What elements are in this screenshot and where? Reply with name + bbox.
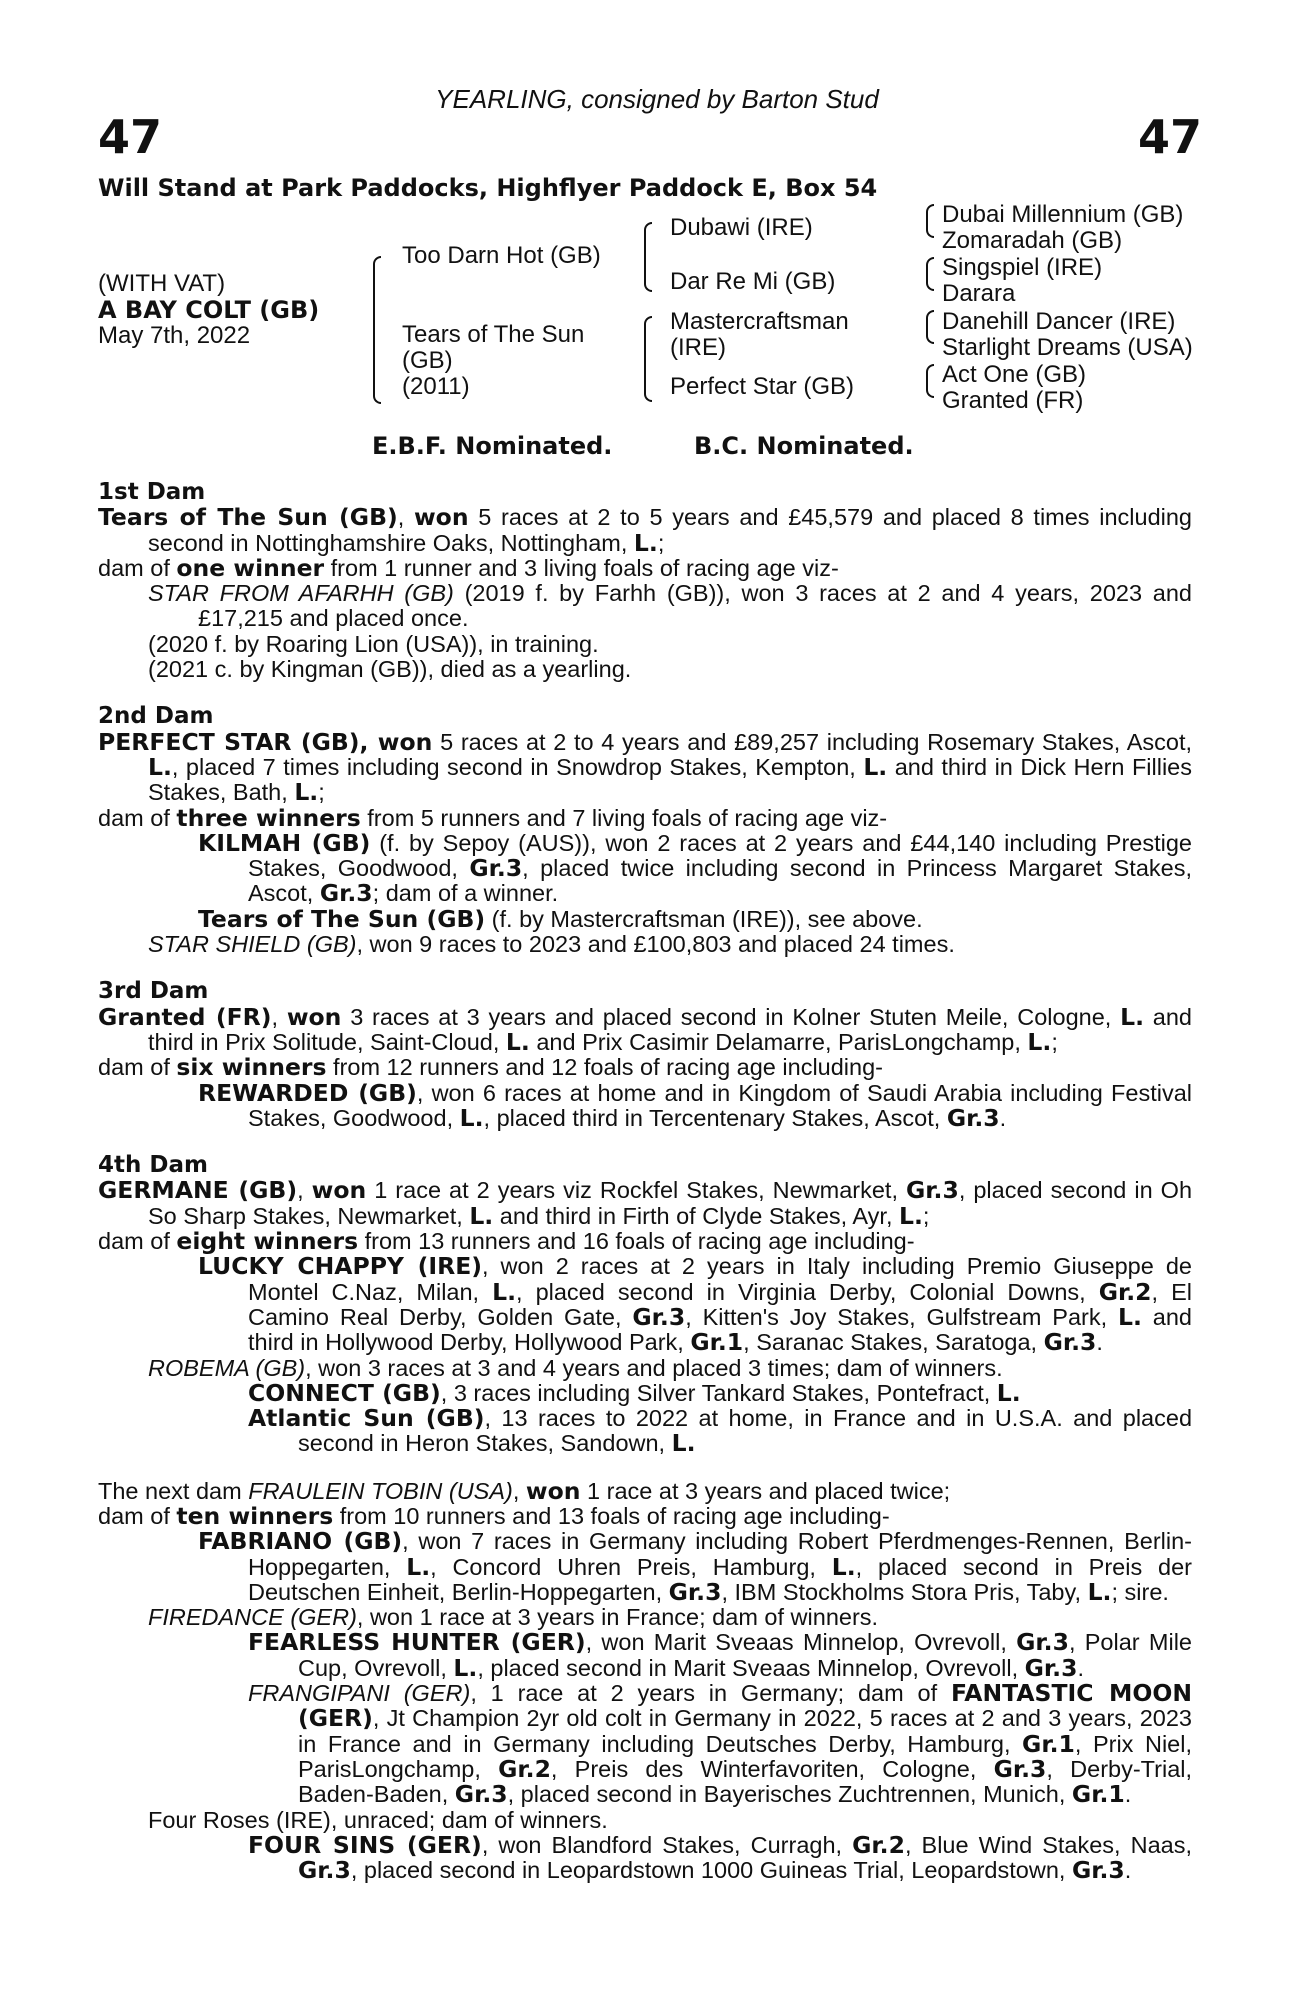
offspring-entry: FOUR SINS (GER), won Blandford Stakes, Curragh, Gr.2, Blue Wind Stakes, Naas, Gr.3, placed second in Leopardstown 1000 Guineas Trial, Leopardstown, Gr.3. [248,1830,1193,1885]
offspring-entry: (2021 c. by Kingman (GB)), died as a yearling. [148,656,632,683]
dam-produce-summary: dam of six winners from 12 runners and 12 foals of racing age including- [98,1053,883,1082]
pedigree-sire: Too Darn Hot (GB) [402,242,601,269]
bc-nomination: B.C. Nominated. [694,432,914,460]
pedigree-ddd: Granted (FR) [942,387,1084,414]
ebf-nomination: E.B.F. Nominated. [372,432,613,460]
pedigree-dsd: Starlight Dreams (USA) [942,334,1193,361]
pedigree-dss: Danehill Dancer (IRE) [942,308,1176,335]
offspring-entry: (2020 f. by Roaring Lion (USA)), in training. [148,630,599,657]
pedigree-sire-dam: Dar Re Mi (GB) [670,268,836,295]
pedigree-sire-sire: Dubawi (IRE) [670,214,813,241]
offspring-entry: FIREDANCE (GER), won 1 race at 3 years in France; dam of winners. [148,1604,879,1631]
offspring-entry: KILMAH (GB) (f. by Sepoy (AUS)), won 2 races at 2 years and £44,140 including Prestige Stakes, Goodwood, Gr.3, placed twice including second in Princess Margaret Stakes, Ascot, Gr.3; dam of a winner. [198,828,1192,908]
pedigree-sdd: Darara [942,280,1016,307]
offspring-entry: STAR SHIELD (GB), won 9 races to 2023 and £100,803 and placed 24 times. [148,931,955,958]
offspring-entry: Tears of The Sun (GB) (f. by Mastercraftsman (IRE)), see above. [198,904,923,933]
first-dam-section [98,480,1192,682]
pedigree-dam-line2: (GB) [402,347,453,374]
pedigree-dds: Act One (GB) [942,361,1087,388]
fourth-dam-section [98,1153,1192,1457]
brace-g3 [926,310,934,344]
dam-produce-summary: dam of three winners from 5 runners and 7 living foals of racing age viz- [98,803,888,832]
produce-record [98,480,1192,1883]
pedigree-dam-line1: Tears of The Sun [402,321,585,348]
vat-note: (WITH VAT) [98,270,226,297]
pedigree-dam-sire-line2: (IRE) [670,334,726,361]
section-heading: 2nd Dam [98,703,214,730]
third-dam-section [98,979,1192,1131]
lot-number-right: 47 [1137,110,1202,164]
offspring-entry: FRANGIPANI (GER), 1 race at 2 years in Germany; dam of FANTASTIC MOON (GER), Jt Champion 2yr old colt in Germany in 2022, 5 races at 2 and 3 years, 2023 in France and in Germany including Deutsches Derby, Hamburg, Gr.1, Prix Niel, ParisLongchamp, Gr.2, Preis des Winterfavoriten, Cologne, Gr.3, Derby-Trial, Baden-Baden, Gr.3, placed second in Bayerisches Zuchtrennen, Munich, Gr.1. [248,1679,1193,1809]
brace-sire-parents [644,222,652,292]
offspring-entry: STAR FROM AFARHH (GB) (2019 f. by Farhh (GB)), won 3 races at 2 and 4 years, 2023 and £17,215 and placed once. [148,580,1192,632]
brace-parents [373,256,381,404]
offspring-entry: LUCKY CHAPPY (IRE), won 2 races at 2 years in Italy including Premio Giuseppe de Montel C.Naz, Milan, L., placed second in Virginia Derby, Colonial Downs, Gr.2, El Camino Real Derby, Golden Gate, Gr.3, Kitten's Joy Stakes, Gulfstream Park, L. and third in Hollywood Derby, Hollywood Park, Gr.1, Saranac Stakes, Saratoga, Gr.3. [198,1252,1192,1357]
pedigree-dam-dam: Perfect Star (GB) [670,373,855,400]
subject-name: A BAY COLT (GB) [98,296,320,324]
second-dam-section [98,704,1192,957]
brace-g4 [926,364,934,398]
dam-produce-summary: dam of ten winners from 10 runners and 13 foals of racing age including- [98,1501,890,1530]
dam-produce-summary: dam of one winner from 1 runner and 3 living foals of racing age viz- [98,553,839,582]
stand-location: Will Stand at Park Paddocks, Highflyer Paddock E, Box 54 [98,174,878,202]
offspring-entry: CONNECT (GB), 3 races including Silver Tankard Stakes, Pontefract, L. [248,1378,1021,1407]
section-heading: 3rd Dam [98,978,209,1005]
section-heading: 4th Dam [98,1152,208,1179]
dam-produce-summary: dam of eight winners from 13 runners and 16 foals of racing age including- [98,1227,915,1256]
dam-performance: GERMANE (GB), won 1 race at 2 years viz Rockfel Stakes, Newmarket, Gr.3, placed second in Oh So Sharp Stakes, Newmarket, L. and third in Firth of Clyde Stakes, Ayr, L.; [98,1176,1193,1230]
offspring-entry: FABRIANO (GB), won 7 races in Germany including Robert Pferdmenges-Rennen, Berlin-Hoppegarten, L., Concord Uhren Preis, Hamburg, L., placed second in Preis der Deutschen Einheit, Berlin-Hoppegarten, Gr.3, IBM Stockholms Stora Pris, Taby, L.; sire. [198,1527,1192,1606]
offspring-entry: Atlantic Sun (GB), 13 races to 2022 at home, in France and in U.S.A. and placed second in Heron Stakes, Sandown, L. [248,1404,1193,1458]
section-heading: 1st Dam [98,479,206,505]
pedigree-dam-sire-line1: Mastercraftsman [670,308,849,335]
dam-performance: PERFECT STAR (GB), won 5 races at 2 to 4 years and £89,257 including Rosemary Stakes, Ascot, L., placed 7 times including second in Snowdrop Stakes, Kempton, L. and third in Dick Hern Fillies Stakes, Bath, L.; [98,727,1192,807]
brace-g1 [926,204,934,238]
pedigree-sss: Dubai Millennium (GB) [942,201,1184,228]
offspring-entry: Four Roses (IRE), unraced; dam of winners. [148,1806,608,1833]
pedigree-dam-line3: (2011) [402,373,470,400]
pedigree-ssd: Zomaradah (GB) [942,227,1123,254]
subject-foaled: May 7th, 2022 [98,322,251,349]
dam-performance: Granted (FR), won 3 races at 3 years and placed second in Kolner Stuten Meile, Cologne, L. and third in Prix Solitude, Saint-Cloud, L. and Prix Casimir Delamarre, ParisLongchamp, L.; [98,1002,1192,1056]
dam-performance: Tears of The Sun (GB), won 5 races at 2 to 5 years and £45,579 and placed 8 times including second in Nottinghamshire Oaks, Nottingham, L.; [98,503,1193,557]
offspring-entry: ROBEMA (GB), won 3 races at 3 and 4 years and placed 3 times; dam of winners. [148,1354,1003,1381]
brace-dam-parents [644,316,652,402]
consignment-line: YEARLING, consigned by Barton Stud [435,84,879,114]
brace-g2 [926,257,934,291]
offspring-entry: FEARLESS HUNTER (GER), won Marit Sveaas Minnelop, Ovrevoll, Gr.3, Polar Mile Cup, Ovrevoll, L., placed second in Marit Sveaas Minnelop, Ovrevoll, Gr.3. [248,1628,1192,1682]
dam-performance: The next dam FRAULEIN TOBIN (USA), won 1 race at 3 years and placed twice; [98,1476,951,1505]
next-dam-section [98,1476,1193,1885]
pedigree-sds: Singspiel (IRE) [942,254,1103,281]
offspring-entry: REWARDED (GB), won 6 races at home and in Kingdom of Saudi Arabia including Festival Stakes, Goodwood, L., placed third in Tercentenary Stakes, Ascot, Gr.3. [198,1078,1192,1132]
lot-number-left: 47 [98,110,163,164]
